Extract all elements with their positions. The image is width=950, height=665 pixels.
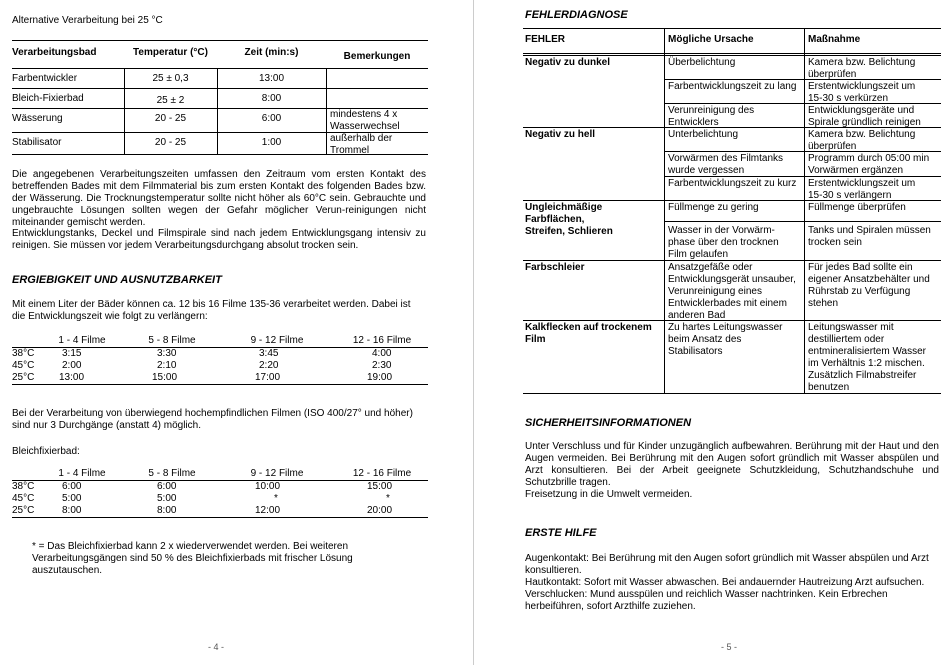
measure-cell: Erstentwicklungszeit um 15-30 s verlängern: [808, 178, 916, 201]
alt-heading: Alternative Verarbeitung bei 25 °C: [12, 15, 163, 26]
table1-cell: mindestens 4 x Wasserwechsel: [330, 109, 400, 132]
table2-header: 5 - 8 Filme: [148, 335, 196, 346]
table2-cell: 38°C: [12, 348, 35, 359]
table1-cell: 13:00: [258, 73, 285, 84]
table2-header: 9 - 12 Filme: [250, 335, 304, 346]
measure-cell: Erstentwicklungszeit um 15-30 s verkürzen: [808, 81, 916, 104]
table3-header: 12 - 16 Filme: [352, 468, 412, 479]
measure-cell: Programm durch 05:00 min Vorwärmen ergänzen: [808, 153, 930, 176]
cause-cell: Vorwärmen des Filmtanks wurde vergessen: [668, 153, 784, 176]
table3-cell: 20:00: [367, 505, 393, 516]
table1-header: Zeit (min:s): [244, 47, 299, 58]
table3-cell: 8:00: [62, 505, 82, 516]
table2-header: 12 - 16 Filme: [352, 335, 412, 346]
table1-cell: 20 - 25: [154, 113, 187, 124]
fehler-cell: Negativ zu dunkel: [525, 57, 611, 68]
table2-cell: 2:10: [157, 360, 177, 371]
table2-cell: 2:30: [372, 360, 392, 371]
table3-header: 1 - 4 Filme: [58, 468, 106, 479]
table2-cell: 15:00: [152, 372, 178, 383]
table2-cell: 19:00: [367, 372, 393, 383]
table3-cell: 5:00: [62, 493, 82, 504]
paragraph-yield: Mit einem Liter der Bäder können ca. 12 bis 16 Filme 135-36 verarbeitet werden. Dabei ist die Entwicklungszeit wie folgt zu verlängern:: [12, 299, 411, 322]
cause-cell: Verunreinigung des Entwicklers: [668, 105, 755, 128]
measure-cell: Kamera bzw. Belichtung überprüfen: [808, 57, 916, 80]
diagnosis-header: Maßnahme: [808, 34, 861, 45]
left-page: [12, 0, 428, 665]
table1-cell: 20 - 25: [154, 137, 187, 148]
extension-table: [12, 335, 428, 385]
diagnosis-table: [523, 28, 941, 394]
firstaid-title: ERSTE HILFE: [525, 527, 597, 539]
table3-header: 9 - 12 Filme: [250, 468, 304, 479]
table1-cell: außerhalb der Trommel: [330, 133, 393, 156]
fehler-cell: Farbschleier: [525, 262, 585, 273]
firstaid-line: Hautkontakt: Sofort mit Wasser abwaschen. Bei andauernder Hautreizung Arzt aufsuchen.: [525, 577, 925, 588]
table2-cell: 13:00: [59, 372, 85, 383]
table3-cell: 12:00: [255, 505, 281, 516]
table3-cell: 6:00: [62, 481, 82, 492]
table3-cell: 6:00: [157, 481, 177, 492]
measure-cell: Tanks und Spiralen müssen trocken sein: [808, 225, 931, 248]
paragraph-cleaning: Entwicklungstanks, Deckel und Filmspirale sind nach jedem Entwicklungsgang intensiv zu reinigen. Sie müssen vor jedem Verarbeitungsdurchgang absolut trocken sein.: [12, 228, 426, 251]
table1-cell: Farbentwickler: [12, 73, 78, 84]
safety-title: SICHERHEITSINFORMATIONEN: [525, 417, 692, 429]
fehler-cell: Negativ zu hell: [525, 129, 596, 140]
bleach-table: [12, 468, 428, 518]
table2-cell: 4:00: [372, 348, 392, 359]
firstaid-line: Verschlucken: Mund ausspülen und reichlich Wasser nachtrinken. Kein Erbrechen herbeiführen, sofort Arzthilfe zuziehen.: [525, 589, 888, 612]
cause-cell: Farbentwicklungszeit zu lang: [668, 81, 797, 92]
measure-cell: Für jedes Bad sollte ein eigener Ansatzbehälter und Rührstab zu Verfügung stehen: [808, 262, 930, 309]
table2-cell: 3:30: [157, 348, 177, 359]
table2-cell: 2:20: [259, 360, 279, 371]
cause-cell: Unterbelichtung: [668, 129, 739, 140]
section-title: ERGIEBIGKEIT UND AUSNUTZBARKEIT: [12, 274, 222, 286]
bleich-label: Bleichfixierbad:: [12, 446, 80, 457]
safety-text: Unter Verschluss und für Kinder unzugänglich aufbewahren. Berührung mit der Haut und den Augen vermeiden. Bei Berührung mit den Augen sofort gründlich mit Wasser abspülen und Arzt konsultieren. Bei der Arbeit geeignete Schutzkleidung, Schutzhandschuhe und Schutzbrille tragen.: [525, 441, 939, 488]
cause-cell: Ansatzgefäße oder Entwicklungsgerät unsauber, Verunreinigung eines Entwicklerbades mit einem anderen Bad: [668, 262, 796, 321]
page-number: - 5 -: [721, 642, 738, 652]
table1-header: Bemerkungen: [343, 51, 411, 62]
page-divider: [473, 0, 474, 665]
paragraph-times: Die angegebenen Verarbeitungszeiten umfassen den Zeitraum vom ersten Kontakt des betreffenden Bades mit dem Filmmaterial bis zum ersten Kontakt des folgenden Bades bzw. der Wässerung. Die Trocknungstemperatur sollte nicht höher als 60°C sein. Gebrauchte und ungebrauchte Lösungen sollten wegen der Gefahr möglicher Verun-reinigungen nicht miteinander gemischt werden.: [12, 169, 426, 228]
table1-cell: 1:00: [261, 137, 282, 148]
cause-cell: Zu hartes Leitungswasser beim Ansatz des Stabilisators: [668, 322, 783, 357]
cause-cell: Wasser in der Vorwärm- phase über den trocknen Film gelaufen: [668, 225, 779, 260]
fehler-cell: Ungleichmäßige Farbflächen, Streifen, Schlieren: [525, 202, 613, 237]
table3-cell: 5:00: [157, 493, 177, 504]
measure-cell: Kamera bzw. Belichtung überprüfen: [808, 129, 916, 152]
table3-cell: 8:00: [157, 505, 177, 516]
diagnosis-header: Mögliche Ursache: [668, 34, 754, 45]
measure-cell: Entwicklungsgeräte und Spirale gründlich reinigen: [808, 105, 921, 128]
table2-cell: 45°C: [12, 360, 35, 371]
table3-cell: 15:00: [367, 481, 393, 492]
table3-cell: 38°C: [12, 481, 35, 492]
table2-cell: 3:45: [259, 348, 279, 359]
table2-cell: 3:15: [62, 348, 82, 359]
table3-cell: *: [274, 493, 278, 504]
fehler-cell: Kalkflecken auf trockenem Film: [525, 322, 652, 345]
table3-header: 5 - 8 Filme: [148, 468, 196, 479]
table1-header: Temperatur (°C): [133, 47, 208, 58]
table1-cell: 25 ± 2: [156, 95, 185, 106]
table1-cell: 6:00: [261, 113, 282, 124]
processing-table: [12, 40, 428, 155]
cause-cell: Überbelichtung: [668, 57, 736, 68]
table3-cell: 45°C: [12, 493, 35, 504]
cause-cell: Farbentwicklungszeit zu kurz: [668, 178, 797, 189]
footnote: * = Das Bleichfixierbad kann 2 x wiederverwendet werden. Bei weiteren Verarbeitungsgängen sind 50 % des Bleichfixierbads mit frischer Lösung auszutauschen.: [32, 541, 353, 576]
cause-cell: Füllmenge zu gering: [668, 202, 759, 213]
page-number: - 4 -: [208, 642, 225, 652]
table3-cell: 25°C: [12, 505, 35, 516]
diagnosis-title: FEHLERDIAGNOSE: [525, 9, 628, 21]
table1-cell: Bleich-Fixierbad: [12, 93, 84, 104]
safety-text-2: Freisetzung in die Umwelt vermeiden.: [525, 489, 693, 500]
table1-cell: Stabilisator: [12, 137, 62, 148]
measure-cell: Leitungswasser mit destilliertem oder entmineralisiertem Wasser im Verhältnis 1:2 mischen. Zusätzlich Filmabstreifer benutzen: [808, 322, 926, 393]
measure-cell: Füllmenge überprüfen: [808, 202, 906, 213]
table1-header: Verarbeitungsbad: [12, 47, 97, 58]
diagnosis-header: FEHLER: [525, 34, 565, 45]
table2-cell: 25°C: [12, 372, 35, 383]
table2-cell: 17:00: [255, 372, 281, 383]
table3-cell: *: [386, 493, 390, 504]
table3-cell: 10:00: [255, 481, 281, 492]
table1-cell: 8:00: [261, 93, 282, 104]
paragraph-high-iso: Bei der Verarbeitung von überwiegend hochempfindlichen Filmen (ISO 400/27° und höher) sind nur 3 Durchgänge (anstatt 4) möglich.: [12, 408, 413, 431]
table1-cell: 25 ± 0,3: [152, 73, 189, 84]
table2-cell: 2:00: [62, 360, 82, 371]
table2-header: 1 - 4 Filme: [58, 335, 106, 346]
firstaid-line: Augenkontakt: Bei Berührung mit den Augen sofort gründlich mit Wasser abspülen und Arzt konsultieren.: [525, 553, 929, 576]
right-page: [523, 0, 941, 665]
table1-cell: Wässerung: [12, 113, 63, 124]
